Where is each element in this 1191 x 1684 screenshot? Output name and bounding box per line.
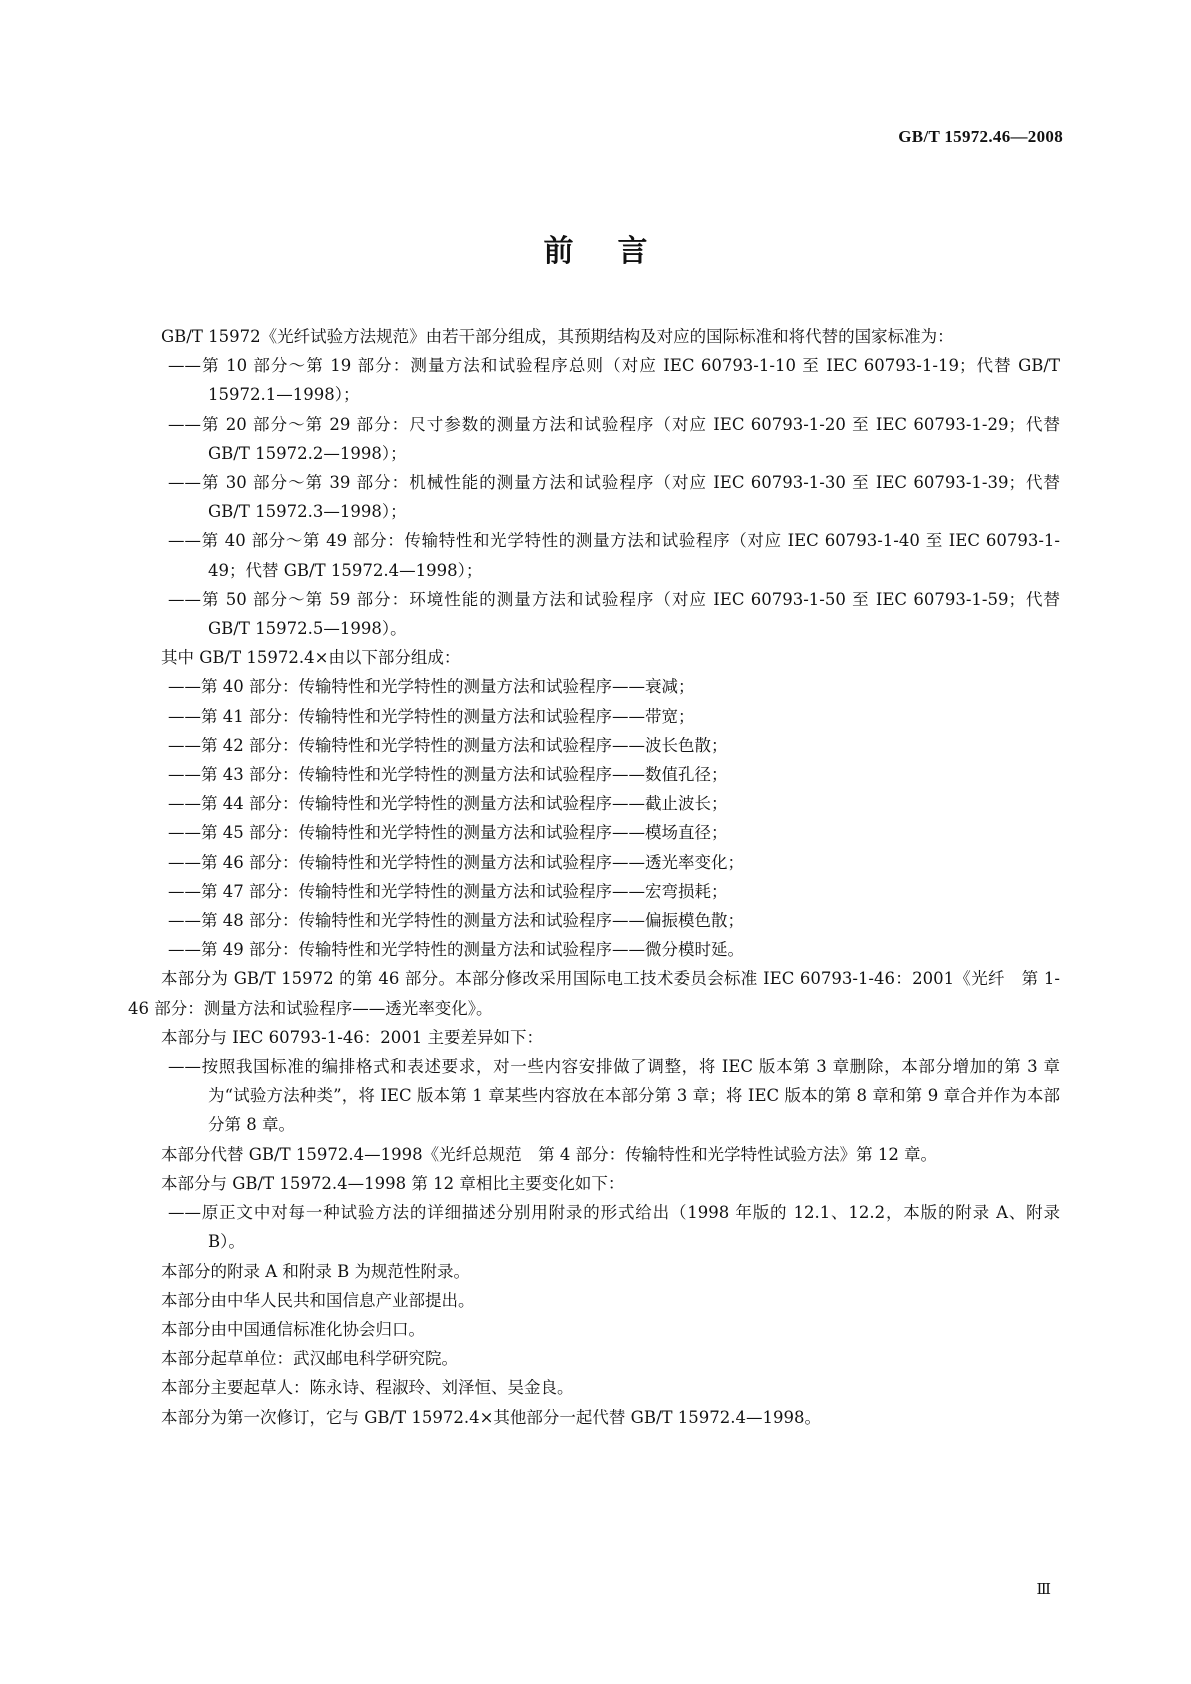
iec-differences-intro: 本部分与 IEC 60793-1-46：2001 主要差异如下：: [161, 1027, 544, 1047]
part4-item: ——第 47 部分：传输特性和光学特性的测量方法和试验程序——宏弯损耗；: [168, 881, 728, 901]
page-title: 前言: [543, 234, 692, 269]
closing-paragraph: 本部分为第一次修订，它与 GB/T 15972.4×其他部分一起代替 GB/T 15972.4—1998。: [161, 1407, 821, 1427]
part4-item: ——第 41 部分：传输特性和光学特性的测量方法和试验程序——带宽；: [168, 706, 695, 726]
iec-difference-item: ——按照我国标准的编排格式和表述要求，对一些内容安排做了调整，将 IEC 版本第 3 章删除，本部分增加的第 3 章为“试验方法种类”，将 IEC 版本第 1 章某些内容放在本部分第 3 章；将 IEC 版本的第 8 章和第 9 章合并作为本部分第 8 章。: [168, 1057, 1060, 1135]
intro-paragraph: GB/T 15972《光纤试验方法规范》由若干部分组成，其预期结构及对应的国际标准和将代替的国家标准为：: [161, 327, 954, 346]
part4-item: ——第 46 部分：传输特性和光学特性的测量方法和试验程序——透光率变化；: [168, 852, 744, 872]
closing-paragraph: 本部分由中华人民共和国信息产业部提出。: [161, 1290, 475, 1310]
structure-item: ——第 40 部分～第 49 部分：传输特性和光学特性的测量方法和试验程序（对应 IEC 60793-1-40 至 IEC 60793-1-49；代替 GB/T 15972.4—1998）；: [168, 531, 1060, 580]
structure-item: ——第 20 部分～第 29 部分：尺寸参数的测量方法和试验程序（对应 IEC 60793-1-20 至 IEC 60793-1-29；代替 GB/T 15972.2—1998）；: [168, 414, 1060, 463]
structure-item: ——第 10 部分～第 19 部分：测量方法和试验程序总则（对应 IEC 60793-1-10 至 IEC 60793-1-19；代替 GB/T 15972.1—1998）；: [168, 356, 1060, 405]
page-number: Ⅲ: [1036, 1582, 1051, 1598]
part4-item: ——第 42 部分：传输特性和光学特性的测量方法和试验程序——波长色散；: [168, 735, 728, 755]
part4-item: ——第 44 部分：传输特性和光学特性的测量方法和试验程序——截止波长；: [168, 794, 728, 814]
closing-paragraph: 本部分起草单位：武汉邮电科学研究院。: [161, 1349, 458, 1369]
structure-item: ——第 50 部分～第 59 部分：环境性能的测量方法和试验程序（对应 IEC 60793-1-50 至 IEC 60793-1-59；代替 GB/T 15972.5—1998）。: [168, 589, 1060, 639]
part4-intro: 其中 GB/T 15972.4×由以下部分组成：: [161, 648, 461, 668]
part4-item: ——第 45 部分：传输特性和光学特性的测量方法和试验程序——模场直径；: [168, 823, 728, 843]
part4-item: ——第 43 部分：传输特性和光学特性的测量方法和试验程序——数值孔径；: [168, 765, 728, 785]
part4-item: ——第 40 部分：传输特性和光学特性的测量方法和试验程序——衰减；: [168, 677, 695, 697]
adoption-paragraph: 本部分为 GB/T 15972 的第 46 部分。本部分修改采用国际电工技术委员会标准 IEC 60793-1-46：2001《光纤 第 1-46 部分：测量方法和试验程序——透光率变化》。: [128, 969, 1060, 1018]
part4-item: ——第 49 部分：传输特性和光学特性的测量方法和试验程序——微分模时延。: [168, 940, 744, 960]
document-body: [128, 322, 1060, 1432]
structure-item: ——第 30 部分～第 39 部分：机械性能的测量方法和试验程序（对应 IEC 60793-1-30 至 IEC 60793-1-39；代替 GB/T 15972.3—1998）；: [168, 473, 1060, 522]
part4-item: ——第 48 部分：传输特性和光学特性的测量方法和试验程序——偏振模色散；: [168, 911, 744, 931]
change-item: ——原正文中对每一种试验方法的详细描述分别用附录的形式给出（1998 年版的 12.1、12.2，本版的附录 A、附录 B）。: [168, 1203, 1060, 1252]
closing-paragraph: 本部分的附录 A 和附录 B 为规范性附录。: [161, 1261, 471, 1281]
closing-paragraph: 本部分主要起草人：陈永诗、程淑玲、刘泽恒、吴金良。: [161, 1378, 574, 1398]
standard-number: GB/T 15972.46—2008: [898, 127, 1063, 146]
replaces-paragraph: 本部分代替 GB/T 15972.4—1998《光纤总规范 第 4 部分：传输特性和光学特性试验方法》第 12 章。: [161, 1144, 938, 1164]
changes-intro: 本部分与 GB/T 15972.4—1998 第 12 章相比主要变化如下：: [161, 1173, 625, 1193]
closing-paragraph: 本部分由中国通信标准化协会归口。: [161, 1319, 425, 1339]
